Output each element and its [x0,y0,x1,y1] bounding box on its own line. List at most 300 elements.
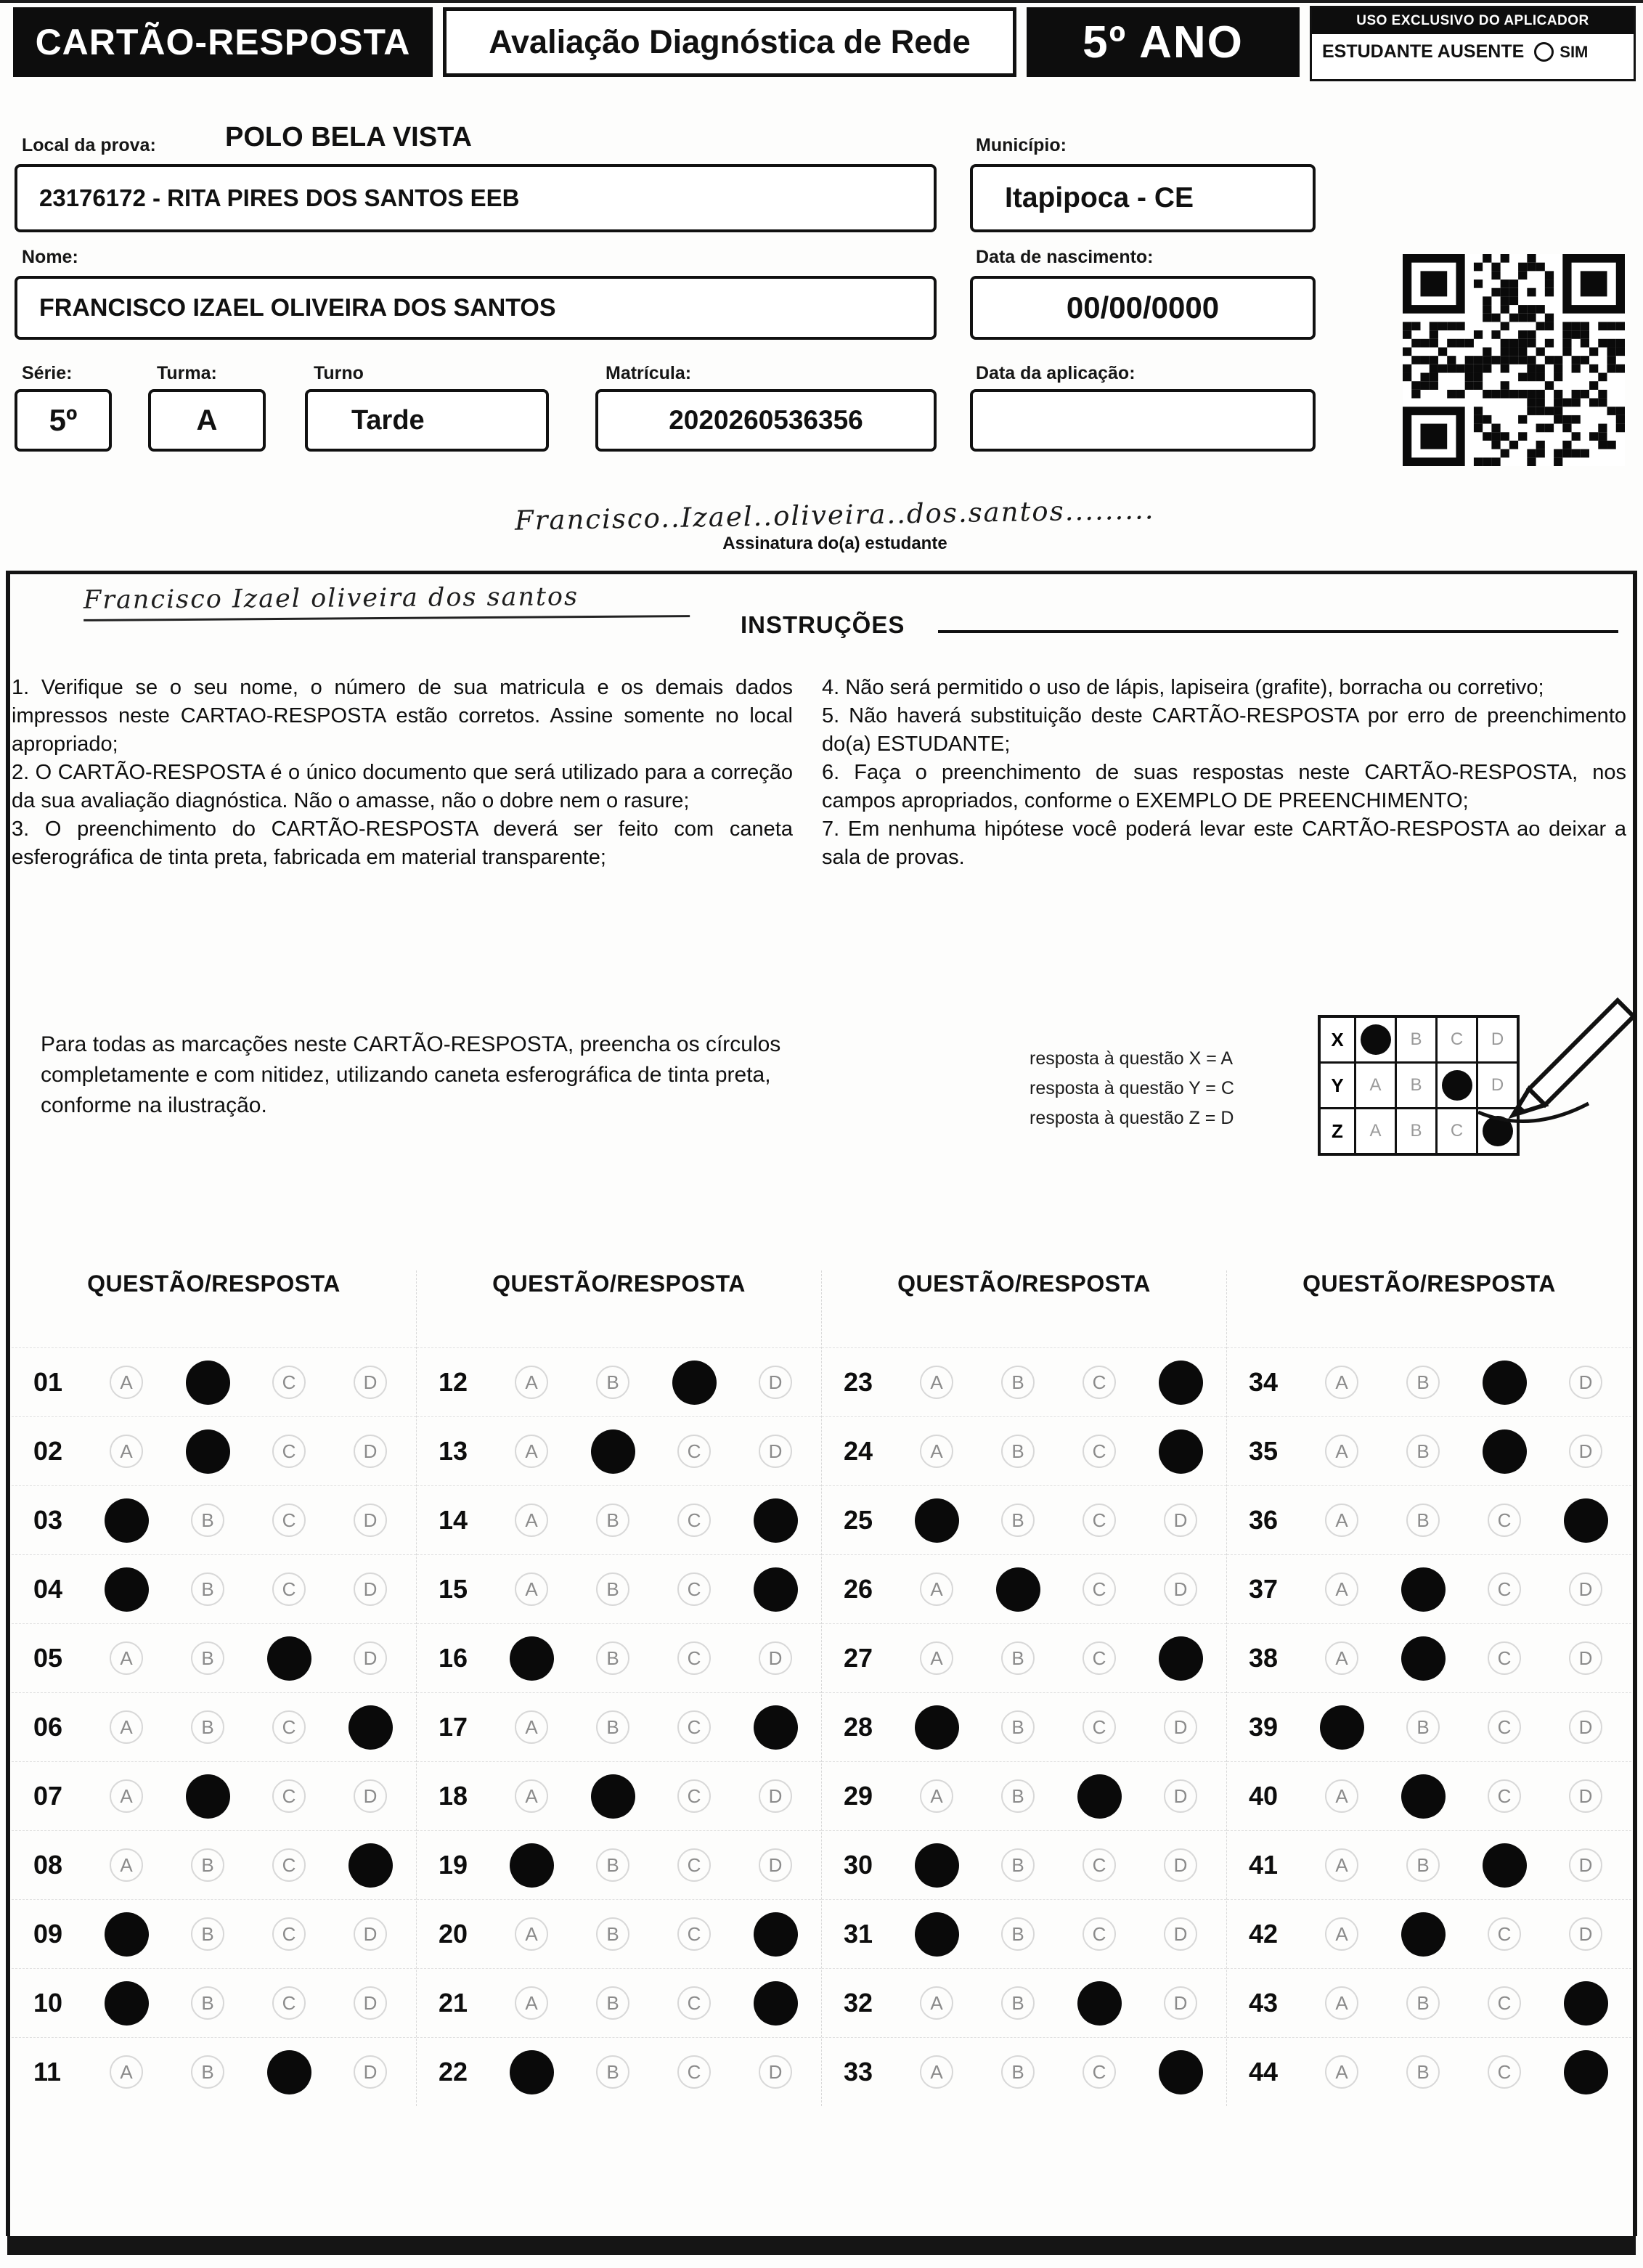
question-number: 36 [1249,1505,1279,1535]
answers-column-header: QUESTÃO/RESPOSTA [87,1270,341,1297]
bubble-16-a[interactable] [491,1638,572,1679]
option-letter: B [1001,1504,1035,1537]
bubble-04-d[interactable] [330,1572,411,1606]
example-bubble-c [1435,1064,1476,1107]
bubble-29-c[interactable] [1059,1776,1140,1817]
bubble-01-d[interactable] [330,1366,411,1399]
bubble-38-b[interactable] [1382,1638,1464,1679]
bubble-10-b[interactable] [167,1986,248,2020]
option-letter: D [1164,1504,1197,1537]
option-letter: C [1488,1572,1521,1606]
bubble-34-c[interactable] [1464,1362,1545,1403]
bubble-14-a[interactable] [491,1504,572,1537]
option-letter: C [272,1848,306,1882]
option-letter: C [677,1435,711,1468]
bubble-08-c[interactable] [248,1848,330,1882]
question-number: 44 [1249,2057,1279,2087]
question-row-03 [12,1485,416,1554]
bubble-35-b[interactable] [1382,1435,1464,1468]
bubble-27-b[interactable] [977,1641,1059,1675]
answers-column-header: QUESTÃO/RESPOSTA [492,1270,746,1297]
bubble-09-b[interactable] [167,1917,248,1951]
filled-bubble [592,1431,634,1472]
serie-label: Série: [22,363,73,383]
bubble-10-c[interactable] [248,1986,330,2020]
bubble-30-b[interactable] [977,1848,1059,1882]
bubble-20-a[interactable] [491,1917,572,1951]
question-number: 40 [1249,1781,1279,1811]
bubble-25-c[interactable] [1059,1504,1140,1537]
bubble-22-a[interactable] [491,2052,572,2093]
bubble-23-c[interactable] [1059,1366,1140,1399]
bubble-29-d[interactable] [1140,1779,1221,1813]
bubble-09-a[interactable] [86,1914,167,1955]
option-letter: C [272,1366,306,1399]
question-number: 30 [844,1850,873,1880]
question-number: 35 [1249,1436,1279,1466]
option-letter: C [1083,2055,1116,2089]
filled-bubble [1403,1569,1444,1610]
instructions-rule [938,630,1618,633]
example-bubble-d: D [1476,1064,1517,1107]
bubble-28-c[interactable] [1059,1710,1140,1744]
option-letter: B [191,1504,224,1537]
bubble-28-d[interactable] [1140,1710,1221,1744]
filled-bubble [755,1500,796,1541]
bubble-11-d[interactable] [330,2055,411,2089]
filled-bubble [916,1845,958,1886]
question-number: 32 [844,1988,873,2018]
filled-bubble [1484,1431,1525,1472]
bubble-14-d[interactable] [735,1500,816,1541]
bubble-44-b[interactable] [1382,2055,1464,2089]
school-field [15,164,937,232]
bubble-28-a[interactable] [896,1707,977,1748]
bubble-16-c[interactable] [653,1641,735,1675]
filled-bubble [1321,1707,1363,1748]
bubble-07-a[interactable] [86,1779,167,1813]
bubble-39-b[interactable] [1382,1710,1464,1744]
bubble-44-c[interactable] [1464,2055,1545,2089]
example-bubble-a: A [1354,1109,1395,1153]
option-letter: B [191,1917,224,1951]
filled-bubble [1160,2052,1202,2093]
bubble-20-d[interactable] [735,1914,816,1955]
filled-bubble [106,1914,147,1955]
bubble-22-b[interactable] [572,2055,653,2089]
bubble-04-b[interactable] [167,1572,248,1606]
option-letter: D [354,1779,387,1813]
option-letter: A [1325,1435,1358,1468]
bubble-41-b[interactable] [1382,1848,1464,1882]
option-letter: C [1488,1504,1521,1537]
bubble-19-d[interactable] [735,1848,816,1882]
bubble-21-d[interactable] [735,1983,816,2024]
bubble-23-d[interactable] [1140,1362,1221,1403]
bubble-02-b[interactable] [167,1431,248,1472]
bubble-43-d[interactable] [1545,1983,1626,2024]
bubble-02-d[interactable] [330,1435,411,1468]
bubble-26-c[interactable] [1059,1572,1140,1606]
bubble-06-c[interactable] [248,1710,330,1744]
filled-bubble [269,1638,310,1679]
bubble-36-c[interactable] [1464,1504,1545,1537]
bubble-28-b[interactable] [977,1710,1059,1744]
bubble-12-c[interactable] [653,1362,735,1403]
bubble-43-b[interactable] [1382,1986,1464,2020]
bubble-25-d[interactable] [1140,1504,1221,1537]
question-row-02 [12,1416,416,1485]
bubble-32-d[interactable] [1140,1986,1221,2020]
example-bubble-c: C [1435,1018,1476,1061]
bubble-40-d[interactable] [1545,1779,1626,1813]
bubble-27-a[interactable] [896,1641,977,1675]
bubble-03-c[interactable] [248,1504,330,1537]
bubble-26-d[interactable] [1140,1572,1221,1606]
question-number: 09 [33,1919,63,1949]
bubble-42-b[interactable] [1382,1914,1464,1955]
bubble-22-c[interactable] [653,2055,735,2089]
top-rule [0,0,1643,3]
question-row-23 [822,1347,1226,1416]
option-letter: B [1406,1848,1440,1882]
option-letter: A [515,1710,548,1744]
bubble-09-d[interactable] [330,1917,411,1951]
question-number: 21 [439,1988,468,2018]
bubble-11-a[interactable] [86,2055,167,2089]
bubble-42-a[interactable] [1301,1917,1382,1951]
bubble-40-b[interactable] [1382,1776,1464,1817]
option-letter: A [920,1779,953,1813]
bubble-21-a[interactable] [491,1986,572,2020]
bubble-19-a[interactable] [491,1845,572,1886]
matricula-value: 2020260536356 [669,405,863,435]
option-letter: D [1569,1572,1602,1606]
bubble-24-d[interactable] [1140,1431,1221,1472]
option-letter: A [515,1779,548,1813]
bubble-03-b[interactable] [167,1504,248,1537]
bubble-12-b[interactable] [572,1366,653,1399]
bubble-05-a[interactable] [86,1641,167,1675]
option-letter: A [920,1366,953,1399]
bubble-11-b[interactable] [167,2055,248,2089]
bubble-36-d[interactable] [1545,1500,1626,1541]
bubble-01-c[interactable] [248,1366,330,1399]
option-letter: B [1406,1366,1440,1399]
bubble-38-d[interactable] [1545,1641,1626,1675]
bottom-bar [7,2236,1636,2255]
bubble-14-b[interactable] [572,1504,653,1537]
bubble-27-d[interactable] [1140,1638,1221,1679]
bubble-21-b[interactable] [572,1986,653,2020]
bubble-06-b[interactable] [167,1710,248,1744]
bubble-15-b[interactable] [572,1572,653,1606]
bubble-39-d[interactable] [1545,1710,1626,1744]
bubble-15-c[interactable] [653,1572,735,1606]
bubble-05-d[interactable] [330,1641,411,1675]
bubble-36-b[interactable] [1382,1504,1464,1537]
bubble-43-a[interactable] [1301,1986,1382,2020]
option-letter: C [1083,1710,1116,1744]
question-number: 34 [1249,1367,1279,1397]
question-number: 03 [33,1505,63,1535]
bubble-17-b[interactable] [572,1710,653,1744]
bubble-03-d[interactable] [330,1504,411,1537]
filled-bubble [1079,1983,1120,2024]
aplicacao-field[interactable] [970,389,1316,452]
bubble-13-a[interactable] [491,1435,572,1468]
bubble-38-c[interactable] [1464,1641,1545,1675]
question-number: 31 [844,1919,873,1949]
bubble-32-b[interactable] [977,1986,1059,2020]
absent-checkbox[interactable] [1534,42,1554,62]
bubble-05-c[interactable] [248,1638,330,1679]
bubble-25-b[interactable] [977,1504,1059,1537]
bubble-10-d[interactable] [330,1986,411,2020]
bubble-08-b[interactable] [167,1848,248,1882]
bubble-33-b[interactable] [977,2055,1059,2089]
bubble-15-a[interactable] [491,1572,572,1606]
question-row-12 [417,1347,821,1416]
bubble-20-c[interactable] [653,1917,735,1951]
bubble-26-a[interactable] [896,1572,977,1606]
bubble-31-a[interactable] [896,1914,977,1955]
question-row-28 [822,1692,1226,1761]
bubble-01-b[interactable] [167,1362,248,1403]
filled-bubble [106,1500,147,1541]
bubble-02-a[interactable] [86,1435,167,1468]
bubble-18-c[interactable] [653,1779,735,1813]
option-letter: B [191,1572,224,1606]
bubble-33-d[interactable] [1140,2052,1221,2093]
bubble-17-c[interactable] [653,1710,735,1744]
bubble-24-a[interactable] [896,1435,977,1468]
bubble-24-c[interactable] [1059,1435,1140,1468]
bubble-26-b[interactable] [977,1569,1059,1610]
bubble-40-c[interactable] [1464,1779,1545,1813]
option-letter: D [1164,1917,1197,1951]
bubble-42-d[interactable] [1545,1917,1626,1951]
option-letter: B [1406,1986,1440,2020]
bubble-41-d[interactable] [1545,1848,1626,1882]
bubble-19-c[interactable] [653,1848,735,1882]
bubble-35-a[interactable] [1301,1435,1382,1468]
bubble-35-c[interactable] [1464,1431,1545,1472]
option-letter: D [354,1917,387,1951]
question-row-30 [822,1830,1226,1899]
filled-bubble [511,1638,553,1679]
question-row-18 [417,1761,821,1830]
nascimento-value: 00/00/0000 [1066,290,1220,325]
question-number: 29 [844,1781,873,1811]
bubble-08-d[interactable] [330,1845,411,1886]
answer-sheet [12,1270,1631,2106]
question-row-43 [1227,1968,1631,2037]
filled-bubble [187,1776,229,1817]
question-number: 22 [439,2057,468,2087]
question-number: 04 [33,1574,63,1604]
question-number: 38 [1249,1643,1279,1673]
bubble-27-c[interactable] [1059,1641,1140,1675]
bubble-22-d[interactable] [735,2055,816,2089]
bubble-29-a[interactable] [896,1779,977,1813]
nome-field [15,276,937,340]
bubble-12-d[interactable] [735,1366,816,1399]
bubble-17-d[interactable] [735,1707,816,1748]
bubble-11-c[interactable] [248,2052,330,2093]
question-number: 08 [33,1850,63,1880]
option-letter: B [1406,1435,1440,1468]
question-row-04 [12,1554,416,1623]
bubble-14-c[interactable] [653,1504,735,1537]
student-signature-handwriting: Francisco..Izael..oliveira..dos.santos......... [514,494,1156,537]
option-letter: D [354,1366,387,1399]
bubble-23-a[interactable] [896,1366,977,1399]
bubble-39-c[interactable] [1464,1710,1545,1744]
bubble-01-a[interactable] [86,1366,167,1399]
bubble-21-c[interactable] [653,1986,735,2020]
bubble-25-a[interactable] [896,1500,977,1541]
bubble-44-a[interactable] [1301,2055,1382,2089]
bubble-16-b[interactable] [572,1641,653,1675]
bubble-20-b[interactable] [572,1917,653,1951]
bubble-32-c[interactable] [1059,1983,1140,2024]
bubble-07-d[interactable] [330,1779,411,1813]
bubble-31-c[interactable] [1059,1917,1140,1951]
question-row-29 [822,1761,1226,1830]
bubble-04-a[interactable] [86,1569,167,1610]
option-letter: B [596,1504,629,1537]
bubble-24-b[interactable] [977,1435,1059,1468]
bubble-34-b[interactable] [1382,1366,1464,1399]
bubble-04-c[interactable] [248,1572,330,1606]
bubble-30-a[interactable] [896,1845,977,1886]
bubble-13-d[interactable] [735,1435,816,1468]
question-row-11 [12,2037,416,2106]
bubble-05-b[interactable] [167,1641,248,1675]
bubble-34-a[interactable] [1301,1366,1382,1399]
bubble-12-a[interactable] [491,1366,572,1399]
option-letter: A [110,2055,143,2089]
bubble-33-c[interactable] [1059,2055,1140,2089]
bubble-29-b[interactable] [977,1779,1059,1813]
option-letter: C [1083,1435,1116,1468]
filled-bubble [998,1569,1039,1610]
bubble-13-c[interactable] [653,1435,735,1468]
bubble-17-a[interactable] [491,1710,572,1744]
bubble-41-c[interactable] [1464,1845,1545,1886]
option-letter: D [1164,1710,1197,1744]
filled-bubble [350,1845,391,1886]
option-letter: C [1083,1504,1116,1537]
bubble-31-d[interactable] [1140,1917,1221,1951]
bubble-38-a[interactable] [1301,1641,1382,1675]
bubble-15-d[interactable] [735,1569,816,1610]
bubble-33-a[interactable] [896,2055,977,2089]
bubble-30-d[interactable] [1140,1848,1221,1882]
bubble-03-a[interactable] [86,1500,167,1541]
bubble-13-b[interactable] [572,1431,653,1472]
qr-code [1403,254,1625,466]
option-letter: C [272,1779,306,1813]
option-letter: C [1488,1917,1521,1951]
bubble-06-a[interactable] [86,1710,167,1744]
bubble-37-b[interactable] [1382,1569,1464,1610]
bubble-36-a[interactable] [1301,1504,1382,1537]
bubble-42-c[interactable] [1464,1917,1545,1951]
bubble-02-c[interactable] [248,1435,330,1468]
option-letter: C [677,1572,711,1606]
bubble-44-d[interactable] [1545,2052,1626,2093]
instructions-title: INSTRUÇÕES [741,611,905,638]
turno-label: Turno [314,363,364,383]
filled-bubble [916,1500,958,1541]
bubble-30-c[interactable] [1059,1848,1140,1882]
question-number: 06 [33,1712,63,1742]
question-number: 01 [33,1367,63,1397]
option-letter: D [759,1641,792,1675]
instruction-item: 3. O preenchimento do CARTÃO-RESPOSTA deverá ser feito com caneta esferográfica de tinta preta, fabricada em material transparente; [12,817,793,869]
bubble-32-a[interactable] [896,1986,977,2020]
question-row-21 [417,1968,821,2037]
bubble-37-c[interactable] [1464,1572,1545,1606]
nome-value: FRANCISCO IZAEL OLIVEIRA DOS SANTOS [39,293,556,322]
bubble-09-c[interactable] [248,1917,330,1951]
bubble-39-a[interactable] [1301,1707,1382,1748]
bubble-37-d[interactable] [1545,1572,1626,1606]
question-number: 26 [844,1574,873,1604]
bubble-18-a[interactable] [491,1779,572,1813]
filled-bubble [511,1845,553,1886]
bubble-16-d[interactable] [735,1641,816,1675]
bubble-43-c[interactable] [1464,1986,1545,2020]
bubble-18-b[interactable] [572,1776,653,1817]
question-row-06 [12,1692,416,1761]
option-letter: C [1083,1641,1116,1675]
bubble-19-b[interactable] [572,1848,653,1882]
bubble-31-b[interactable] [977,1917,1059,1951]
bubble-07-b[interactable] [167,1776,248,1817]
question-row-38 [1227,1623,1631,1692]
bubble-35-d[interactable] [1545,1435,1626,1468]
option-letter: A [1325,1366,1358,1399]
bubble-34-d[interactable] [1545,1366,1626,1399]
question-row-37 [1227,1554,1631,1623]
filled-bubble [187,1431,229,1472]
question-row-41 [1227,1830,1631,1899]
bubble-08-a[interactable] [86,1848,167,1882]
bubble-23-b[interactable] [977,1366,1059,1399]
bubble-06-d[interactable] [330,1707,411,1748]
bubble-37-a[interactable] [1301,1572,1382,1606]
turma-label: Turma: [157,363,217,383]
example-bubble-a [1354,1018,1395,1061]
question-number: 37 [1249,1574,1279,1604]
option-letter: B [1406,1710,1440,1744]
bubble-40-a[interactable] [1301,1779,1382,1813]
instruction-item: 7. Em nenhuma hipótese você poderá levar este CARTÃO-RESPOSTA ao deixar a sala de provas. [822,817,1626,869]
local-label: Local da prova: [22,135,156,155]
bubble-18-d[interactable] [735,1779,816,1813]
bubble-07-c[interactable] [248,1779,330,1813]
bubble-10-a[interactable] [86,1983,167,2024]
instructions-right [822,674,1626,872]
option-letter: D [354,1435,387,1468]
bubble-41-a[interactable] [1301,1848,1382,1882]
question-row-32 [822,1968,1226,2037]
question-number: 27 [844,1643,873,1673]
option-letter: A [920,1435,953,1468]
